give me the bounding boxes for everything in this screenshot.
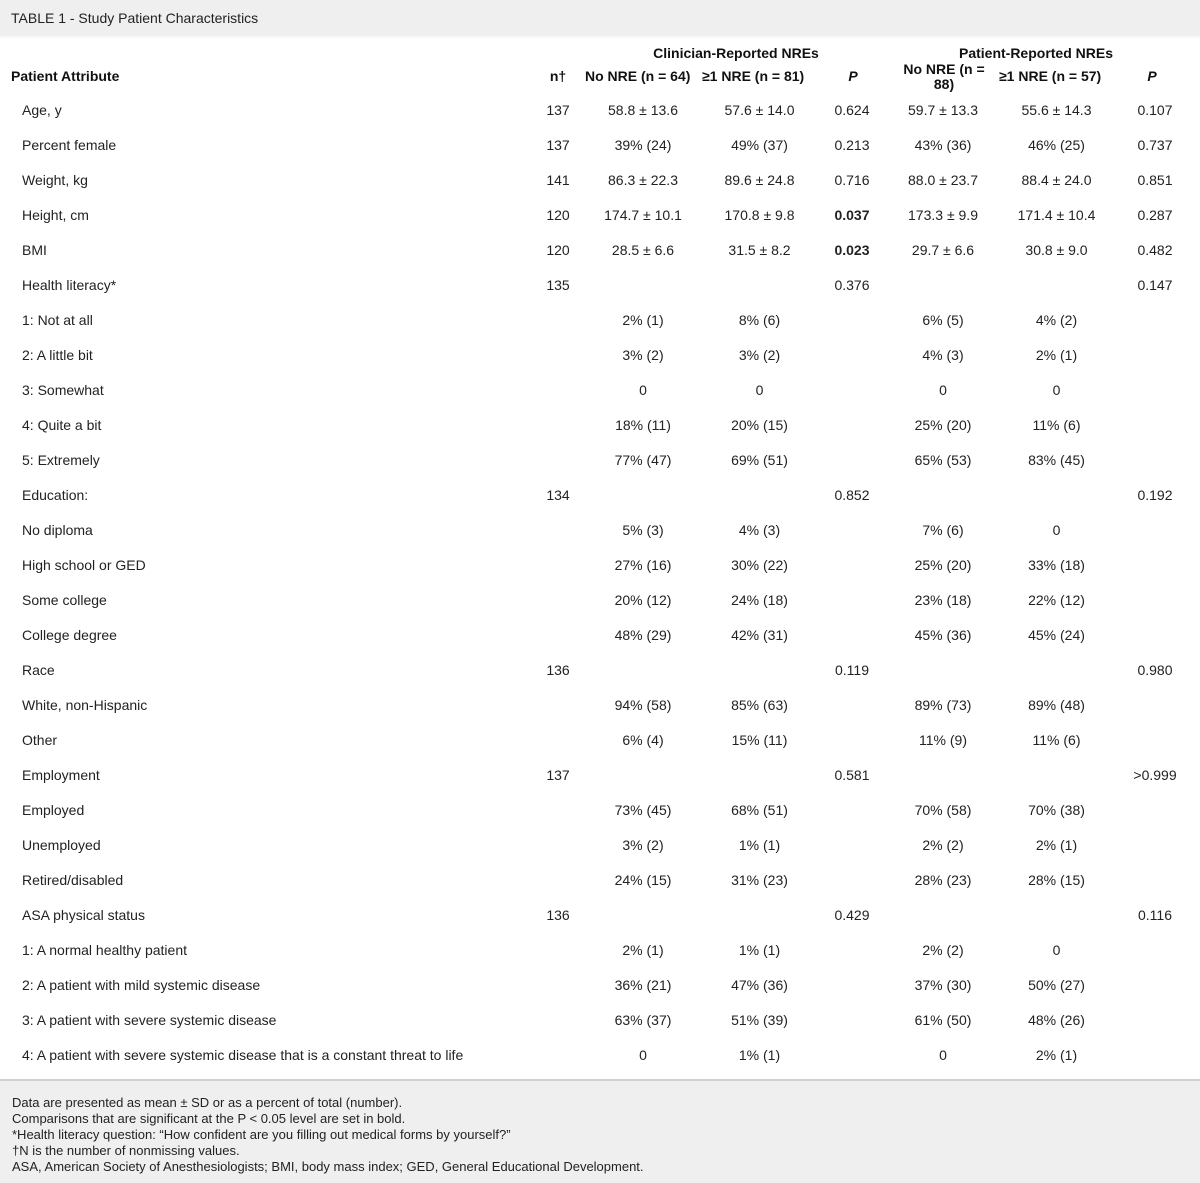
cell-clinician-ge1-nre xyxy=(698,477,821,512)
table-row xyxy=(0,967,1200,1002)
table-row xyxy=(0,92,1200,127)
cell-attribute: Age, y xyxy=(22,101,62,118)
cell-clinician-no-nre: 27% (16) xyxy=(614,556,672,573)
cell-patient-p xyxy=(1110,687,1200,722)
cell-n xyxy=(528,442,588,477)
cell-patient-p: 0.980 xyxy=(1137,661,1173,678)
header-patient-ge1-nre: ≥1 NRE (n = 57) xyxy=(999,68,1102,84)
cell-clinician-p xyxy=(821,337,883,372)
cell-attribute: High school or GED xyxy=(22,556,146,573)
cell-patient-p xyxy=(1110,862,1200,897)
cell-clinician-no-nre: 77% (47) xyxy=(614,451,672,468)
clinician-group-header: Clinician-Reported NREs xyxy=(653,45,819,61)
cell-clinician-ge1-nre: 47% (36) xyxy=(731,976,788,993)
cell-clinician-p: 0.429 xyxy=(834,906,870,923)
cell-attribute: Employed xyxy=(22,801,85,818)
cell-clinician-ge1-nre: 69% (51) xyxy=(731,451,788,468)
table-row xyxy=(0,407,1200,442)
cell-n xyxy=(528,1002,588,1037)
table-row xyxy=(0,687,1200,722)
title-divider xyxy=(0,36,1200,38)
cell-clinician-ge1-nre: 15% (11) xyxy=(731,731,788,748)
cell-attribute: Race xyxy=(22,661,55,678)
cell-clinician-no-nre xyxy=(588,757,698,792)
cell-patient-no-nre: 45% (36) xyxy=(914,626,972,643)
footnote-2: Comparisons that are significant at the P < 0.05 level are set in bold. xyxy=(12,1111,406,1126)
cell-attribute: 3: Somewhat xyxy=(22,381,104,398)
cell-n xyxy=(528,582,588,617)
cell-patient-ge1-nre: 89% (48) xyxy=(1028,696,1085,713)
cell-clinician-p: 0.852 xyxy=(834,486,870,503)
cell-clinician-no-nre: 24% (15) xyxy=(614,871,672,888)
cell-patient-no-nre: 37% (30) xyxy=(914,976,972,993)
cell-attribute: BMI xyxy=(22,241,47,258)
cell-clinician-no-nre: 2% (1) xyxy=(622,311,664,328)
cell-patient-ge1-nre xyxy=(1003,652,1110,687)
cell-patient-no-nre: 173.3 ± 9.9 xyxy=(908,206,978,223)
cell-patient-no-nre xyxy=(883,267,1003,302)
header-patient-no-nre-line1: No NRE (n = xyxy=(903,61,985,77)
cell-n xyxy=(528,792,588,827)
cell-patient-p: 0.107 xyxy=(1137,101,1173,118)
cell-patient-ge1-nre: 11% (6) xyxy=(1032,731,1081,748)
cell-patient-ge1-nre: 11% (6) xyxy=(1032,416,1081,433)
cell-patient-no-nre: 70% (58) xyxy=(914,801,972,818)
header-patient-no-nre-line2: 88) xyxy=(933,76,955,92)
cell-patient-no-nre xyxy=(883,757,1003,792)
table-row xyxy=(0,897,1200,932)
cell-patient-ge1-nre: 33% (18) xyxy=(1028,556,1085,573)
cell-clinician-p xyxy=(821,862,883,897)
header-clinician-no-nre: No NRE (n = 64) xyxy=(585,68,691,84)
cell-clinician-ge1-nre xyxy=(698,757,821,792)
cell-clinician-no-nre: 18% (11) xyxy=(615,416,671,433)
table-row xyxy=(0,267,1200,302)
cell-clinician-p xyxy=(821,722,883,757)
table-row xyxy=(0,722,1200,757)
cell-clinician-no-nre: 6% (4) xyxy=(622,731,664,748)
table-row xyxy=(0,512,1200,547)
cell-patient-no-nre: 89% (73) xyxy=(914,696,972,713)
cell-attribute: 1: Not at all xyxy=(22,311,93,328)
cell-patient-p: 0.737 xyxy=(1137,136,1173,153)
cell-patient-ge1-nre: 22% (12) xyxy=(1028,591,1085,608)
patient-group-header: Patient-Reported NREs xyxy=(958,45,1114,61)
table-row xyxy=(0,302,1200,337)
cell-patient-no-nre: 2% (2) xyxy=(922,836,964,853)
cell-patient-ge1-nre: 2% (1) xyxy=(1035,346,1078,363)
cell-clinician-no-nre xyxy=(588,897,698,932)
cell-patient-no-nre: 11% (9) xyxy=(919,731,967,748)
cell-clinician-p: 0.624 xyxy=(834,101,870,118)
cell-attribute: Some college xyxy=(22,591,107,608)
cell-clinician-no-nre: 2% (1) xyxy=(622,941,664,958)
cell-clinician-p xyxy=(821,547,883,582)
table-row xyxy=(0,232,1200,267)
cell-n xyxy=(528,932,588,967)
cell-clinician-ge1-nre: 1% (1) xyxy=(738,836,781,853)
cell-patient-ge1-nre: 70% (38) xyxy=(1028,801,1085,818)
cell-patient-no-nre: 0 xyxy=(939,1046,947,1063)
cell-n xyxy=(528,862,588,897)
table-title: TABLE 1 - Study Patient Characteristics xyxy=(0,0,1200,36)
table-row xyxy=(0,862,1200,897)
cell-clinician-no-nre: 94% (58) xyxy=(614,696,672,713)
cell-clinician-p xyxy=(821,582,883,617)
cell-clinician-ge1-nre: 170.8 ± 9.8 xyxy=(724,206,795,223)
cell-attribute: No diploma xyxy=(22,521,93,538)
cell-patient-ge1-nre: 4% (2) xyxy=(1035,311,1078,328)
footnote-4: †N is the number of nonmissing values. xyxy=(12,1143,240,1158)
cell-patient-p xyxy=(1110,372,1200,407)
cell-clinician-p xyxy=(821,1037,883,1072)
cell-patient-p xyxy=(1110,827,1200,862)
cell-attribute: College degree xyxy=(22,626,117,643)
cell-patient-ge1-nre: 50% (27) xyxy=(1028,976,1085,993)
cell-patient-ge1-nre: 0 xyxy=(1052,941,1061,958)
table-row xyxy=(0,757,1200,792)
cell-patient-p xyxy=(1110,337,1200,372)
cell-clinician-ge1-nre: 85% (63) xyxy=(731,696,788,713)
cell-patient-no-nre: 59.7 ± 13.3 xyxy=(908,101,978,118)
cell-patient-p xyxy=(1110,547,1200,582)
cell-clinician-p xyxy=(821,932,883,967)
table-row xyxy=(0,127,1200,162)
cell-n: 141 xyxy=(546,171,570,188)
cell-patient-ge1-nre: 88.4 ± 24.0 xyxy=(1021,171,1092,188)
cell-patient-ge1-nre: 2% (1) xyxy=(1035,1046,1078,1063)
cell-clinician-ge1-nre: 4% (3) xyxy=(738,521,781,538)
footnotes xyxy=(0,1079,1200,1183)
cell-n xyxy=(528,722,588,757)
cell-clinician-no-nre: 5% (3) xyxy=(622,521,664,538)
cell-clinician-no-nre: 36% (21) xyxy=(614,976,672,993)
table-row xyxy=(0,932,1200,967)
cell-n xyxy=(528,827,588,862)
cell-clinician-no-nre xyxy=(588,477,698,512)
cell-clinician-p xyxy=(821,1002,883,1037)
cell-n xyxy=(528,337,588,372)
cell-patient-p xyxy=(1110,967,1200,1002)
cell-patient-no-nre xyxy=(883,652,1003,687)
cell-patient-ge1-nre: 2% (1) xyxy=(1035,836,1078,853)
cell-patient-no-nre: 29.7 ± 6.6 xyxy=(911,241,975,258)
cell-clinician-no-nre: 0 xyxy=(639,381,647,398)
table-row xyxy=(0,337,1200,372)
table-row xyxy=(0,1037,1200,1072)
cell-n: 136 xyxy=(546,906,570,923)
cell-n xyxy=(528,1037,588,1072)
cell-clinician-ge1-nre: 57.6 ± 14.0 xyxy=(724,101,795,118)
cell-patient-no-nre: 7% (6) xyxy=(922,521,964,538)
header-clinician-ge1-nre: ≥1 NRE (n = 81) xyxy=(702,68,805,84)
cell-patient-ge1-nre xyxy=(1003,477,1110,512)
cell-attribute: 2: A little bit xyxy=(22,346,93,363)
cell-patient-ge1-nre xyxy=(1003,267,1110,302)
cell-patient-p: 0.287 xyxy=(1137,206,1173,223)
cell-n: 137 xyxy=(546,136,570,153)
cell-n: 120 xyxy=(546,206,570,223)
cell-clinician-ge1-nre: 1% (1) xyxy=(738,941,781,958)
cell-patient-no-nre: 23% (18) xyxy=(914,591,972,608)
cell-clinician-p xyxy=(821,302,883,337)
cell-patient-no-nre xyxy=(883,897,1003,932)
footnote-3: *Health literacy question: “How confident are you filling out medical forms by yourself?” xyxy=(12,1127,511,1142)
cell-attribute: Retired/disabled xyxy=(22,871,124,888)
cell-clinician-p xyxy=(821,827,883,862)
cell-clinician-no-nre: 48% (29) xyxy=(614,626,672,643)
cell-patient-p: 0.192 xyxy=(1137,486,1173,503)
cell-clinician-p xyxy=(821,617,883,652)
cell-attribute: Percent female xyxy=(22,136,117,153)
characteristics-table xyxy=(0,92,1200,1072)
cell-patient-no-nre: 43% (36) xyxy=(914,136,972,153)
cell-patient-p xyxy=(1110,302,1200,337)
cell-patient-p: >0.999 xyxy=(1133,766,1177,783)
cell-clinician-no-nre: 0 xyxy=(639,1046,647,1063)
cell-patient-p: 0.147 xyxy=(1137,276,1173,293)
table-row xyxy=(0,547,1200,582)
cell-patient-no-nre: 28% (23) xyxy=(914,871,972,888)
cell-attribute: 1: A normal healthy patient xyxy=(22,941,187,958)
cell-patient-no-nre: 65% (53) xyxy=(914,451,972,468)
cell-patient-p: 0.482 xyxy=(1137,241,1173,258)
header-patient-attribute: Patient Attribute xyxy=(11,68,120,84)
cell-clinician-no-nre: 39% (24) xyxy=(614,136,672,153)
cell-clinician-ge1-nre: 49% (37) xyxy=(731,136,788,153)
cell-attribute: Unemployed xyxy=(22,836,101,853)
cell-patient-ge1-nre: 171.4 ± 10.4 xyxy=(1017,206,1096,223)
cell-patient-no-nre: 2% (2) xyxy=(922,941,964,958)
cell-clinician-ge1-nre: 20% (15) xyxy=(731,416,788,433)
cell-n: 120 xyxy=(546,241,570,258)
table-row xyxy=(0,442,1200,477)
cell-clinician-ge1-nre: 89.6 ± 24.8 xyxy=(724,171,795,188)
cell-clinician-p xyxy=(821,442,883,477)
cell-attribute: ASA physical status xyxy=(22,906,145,923)
cell-clinician-p xyxy=(821,792,883,827)
cell-n: 136 xyxy=(546,661,570,678)
cell-patient-ge1-nre: 46% (25) xyxy=(1028,136,1085,153)
cell-clinician-ge1-nre: 24% (18) xyxy=(731,591,788,608)
cell-patient-ge1-nre: 83% (45) xyxy=(1028,451,1085,468)
cell-clinician-p xyxy=(821,687,883,722)
cell-n: 135 xyxy=(546,276,570,293)
table-row xyxy=(0,652,1200,687)
table-row xyxy=(0,197,1200,232)
cell-clinician-no-nre: 73% (45) xyxy=(614,801,672,818)
table-row xyxy=(0,582,1200,617)
cell-clinician-ge1-nre: 31.5 ± 8.2 xyxy=(728,241,791,258)
cell-clinician-no-nre: 58.8 ± 13.6 xyxy=(608,101,678,118)
cell-attribute: 4: A patient with severe systemic disease that is a constant threat to life xyxy=(22,1046,464,1063)
cell-n: 134 xyxy=(546,486,570,503)
cell-clinician-no-nre: 28.5 ± 6.6 xyxy=(611,241,675,258)
cell-clinician-p xyxy=(821,372,883,407)
header-clinician-p: P xyxy=(848,68,858,84)
header-patient-no-nre xyxy=(896,62,992,92)
cell-patient-p xyxy=(1110,512,1200,547)
cell-attribute: 4: Quite a bit xyxy=(22,416,102,433)
cell-patient-ge1-nre: 55.6 ± 14.3 xyxy=(1021,101,1092,118)
header-patient-p: P xyxy=(1147,68,1157,84)
cell-clinician-ge1-nre xyxy=(698,267,821,302)
cell-clinician-no-nre: 174.7 ± 10.1 xyxy=(604,206,682,223)
cell-n xyxy=(528,372,588,407)
cell-patient-p: 0.851 xyxy=(1137,171,1173,188)
cell-attribute: 2: A patient with mild systemic disease xyxy=(22,976,261,993)
cell-patient-ge1-nre xyxy=(1003,897,1110,932)
cell-clinician-no-nre: 3% (2) xyxy=(622,836,664,853)
cell-n: 137 xyxy=(546,101,570,118)
cell-patient-p xyxy=(1110,407,1200,442)
cell-clinician-ge1-nre: 3% (2) xyxy=(738,346,781,363)
cell-clinician-p: 0.581 xyxy=(834,766,870,783)
table-row xyxy=(0,617,1200,652)
cell-attribute: Health literacy* xyxy=(22,276,117,293)
cell-patient-no-nre: 4% (3) xyxy=(922,346,964,363)
cell-clinician-no-nre: 3% (2) xyxy=(622,346,664,363)
header-n: n† xyxy=(549,68,567,84)
cell-n xyxy=(528,407,588,442)
cell-n xyxy=(528,302,588,337)
cell-clinician-no-nre: 63% (37) xyxy=(614,1011,672,1028)
cell-patient-ge1-nre: 45% (24) xyxy=(1028,626,1085,643)
cell-clinician-ge1-nre: 1% (1) xyxy=(738,1046,781,1063)
cell-attribute: White, non-Hispanic xyxy=(22,696,148,713)
cell-clinician-p: 0.213 xyxy=(834,136,870,153)
cell-clinician-p xyxy=(821,967,883,1002)
cell-clinician-ge1-nre xyxy=(698,652,821,687)
cell-patient-ge1-nre: 28% (15) xyxy=(1028,871,1085,888)
cell-patient-ge1-nre: 30.8 ± 9.0 xyxy=(1025,241,1088,258)
cell-patient-ge1-nre: 0 xyxy=(1052,521,1061,538)
cell-clinician-ge1-nre: 68% (51) xyxy=(731,801,788,818)
cell-patient-no-nre: 6% (5) xyxy=(922,311,964,328)
cell-clinician-ge1-nre: 51% (39) xyxy=(731,1011,788,1028)
cell-clinician-p: 0.037 xyxy=(834,206,870,223)
cell-patient-no-nre: 61% (50) xyxy=(914,1011,972,1028)
table-body xyxy=(0,92,1200,1072)
cell-clinician-p: 0.119 xyxy=(835,661,869,678)
cell-clinician-no-nre: 20% (12) xyxy=(614,591,672,608)
cell-patient-p xyxy=(1110,792,1200,827)
footnote-1: Data are presented as mean ± SD or as a percent of total (number). xyxy=(12,1095,403,1110)
cell-patient-p xyxy=(1110,1002,1200,1037)
cell-clinician-ge1-nre: 0 xyxy=(755,381,764,398)
cell-attribute: Height, cm xyxy=(22,206,89,223)
cell-clinician-p xyxy=(821,407,883,442)
table-row xyxy=(0,792,1200,827)
cell-clinician-p xyxy=(821,512,883,547)
cell-patient-p xyxy=(1110,1037,1200,1072)
cell-patient-no-nre: 25% (20) xyxy=(914,416,972,433)
cell-clinician-no-nre xyxy=(588,652,698,687)
table-row xyxy=(0,827,1200,862)
cell-patient-p xyxy=(1110,442,1200,477)
cell-patient-ge1-nre xyxy=(1003,757,1110,792)
cell-n xyxy=(528,512,588,547)
cell-attribute: Education: xyxy=(22,486,89,503)
cell-patient-p: 0.116 xyxy=(1138,906,1172,923)
cell-n xyxy=(528,617,588,652)
cell-clinician-no-nre: 86.3 ± 22.3 xyxy=(608,171,678,188)
cell-patient-ge1-nre: 0 xyxy=(1052,381,1061,398)
cell-n: 137 xyxy=(546,766,570,783)
cell-clinician-ge1-nre: 8% (6) xyxy=(738,311,781,328)
footnote-5: ASA, American Society of Anesthesiologists; BMI, body mass index; GED, General Educational Development. xyxy=(12,1159,644,1174)
cell-clinician-ge1-nre xyxy=(698,897,821,932)
cell-n xyxy=(528,687,588,722)
cell-patient-no-nre xyxy=(883,477,1003,512)
cell-patient-p xyxy=(1110,617,1200,652)
cell-n xyxy=(528,967,588,1002)
cell-patient-no-nre: 25% (20) xyxy=(914,556,972,573)
cell-patient-p xyxy=(1110,582,1200,617)
cell-attribute: 3: A patient with severe systemic disease xyxy=(22,1011,277,1028)
cell-clinician-ge1-nre: 42% (31) xyxy=(731,626,788,643)
table-row xyxy=(0,372,1200,407)
cell-patient-p xyxy=(1110,722,1200,757)
cell-n xyxy=(528,547,588,582)
cell-attribute: Weight, kg xyxy=(22,171,88,188)
table-row xyxy=(0,1002,1200,1037)
cell-clinician-p: 0.716 xyxy=(834,171,870,188)
cell-patient-no-nre: 88.0 ± 23.7 xyxy=(908,171,978,188)
cell-clinician-p: 0.023 xyxy=(834,241,870,258)
cell-patient-ge1-nre: 48% (26) xyxy=(1028,1011,1085,1028)
cell-attribute: Other xyxy=(22,731,58,748)
cell-clinician-ge1-nre: 31% (23) xyxy=(731,871,788,888)
cell-attribute: 5: Extremely xyxy=(22,451,100,468)
cell-clinician-ge1-nre: 30% (22) xyxy=(731,556,788,573)
cell-clinician-p: 0.376 xyxy=(834,276,870,293)
cell-attribute: Employment xyxy=(22,766,100,783)
cell-patient-p xyxy=(1110,932,1200,967)
table-row xyxy=(0,162,1200,197)
cell-patient-no-nre: 0 xyxy=(939,381,947,398)
table-row xyxy=(0,477,1200,512)
cell-clinician-no-nre xyxy=(588,267,698,302)
